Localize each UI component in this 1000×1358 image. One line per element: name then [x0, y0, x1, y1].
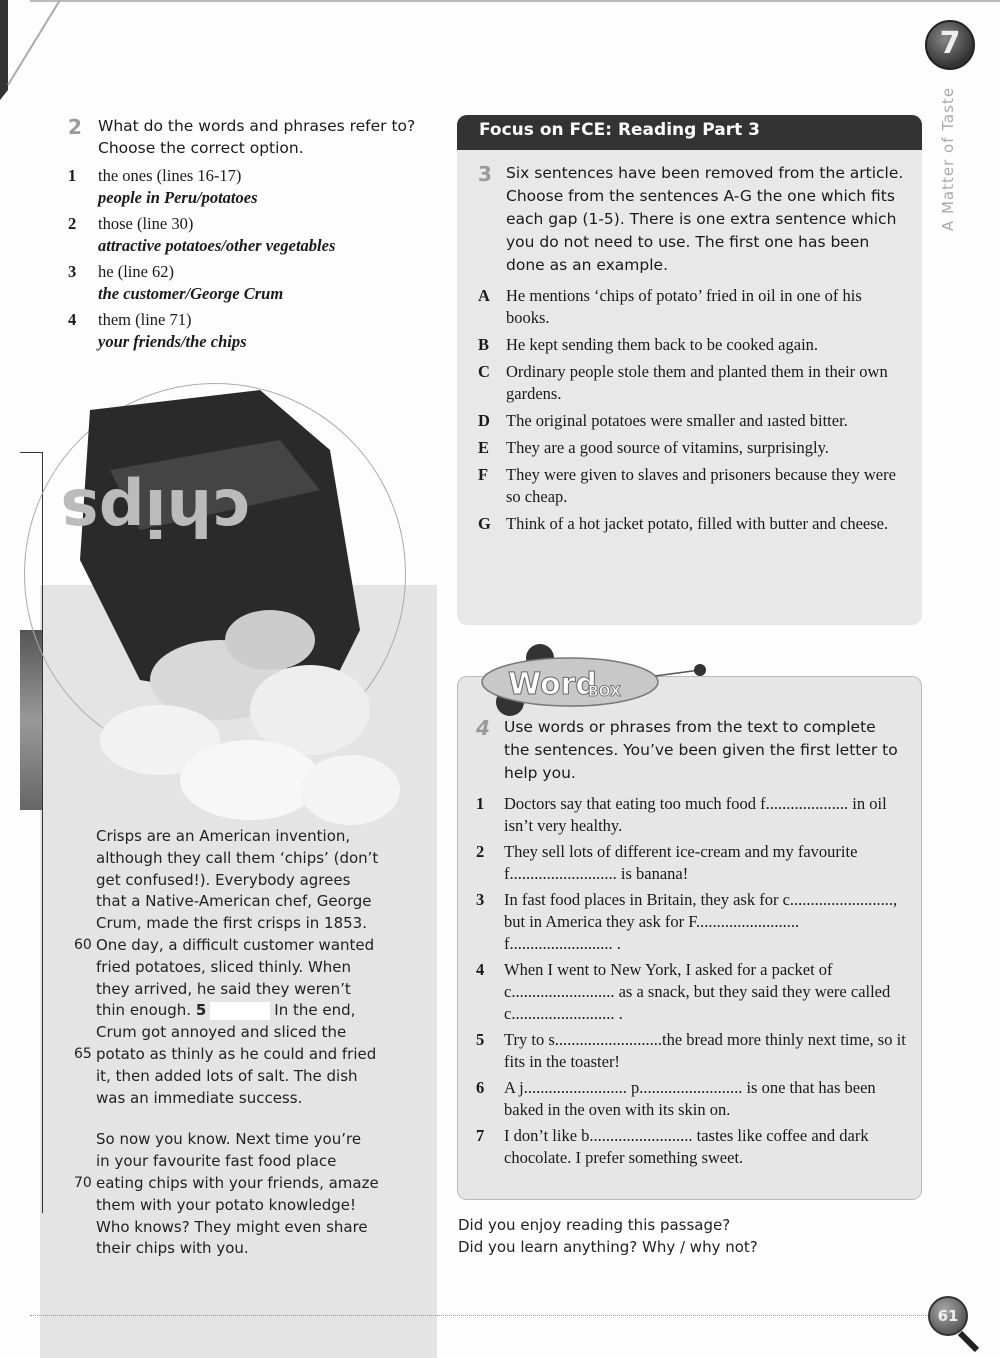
- question-2: Did you learn anything? Why / why not?: [458, 1238, 758, 1256]
- fill-in-item: [476, 1029, 906, 1073]
- sentence-option: [478, 410, 908, 432]
- exercise-number: 2: [68, 115, 82, 139]
- item-text: When I went to New York, I asked for a packet of c......................... as a snack, but they said they were called c......................... .: [504, 960, 891, 1023]
- sentence-option: [478, 361, 908, 405]
- line-text: Crum got annoyed and sliced the: [96, 1023, 347, 1042]
- option-text: He mentions ‘chips of potato’ fried in oil in one of his books.: [506, 286, 862, 327]
- item-reference: the ones (lines 16-17): [98, 166, 242, 185]
- item-text: In fast food places in Britain, they ask for c........................., but in America they ask for F......................... f......................... .: [504, 890, 898, 953]
- item-number: 2: [476, 842, 485, 861]
- item-options: your friends/the chips: [98, 332, 247, 351]
- article-line: [72, 826, 422, 848]
- article-line: [72, 1217, 422, 1239]
- line-number: 65: [74, 1045, 92, 1062]
- option-text: They were given to slaves and prisoners because they were so cheap.: [506, 465, 896, 506]
- chapter-number-badge: 7: [925, 20, 975, 70]
- option-text: They are a good source of vitamins, surprisingly.: [506, 438, 829, 457]
- option-text: Think of a hot jacket potato, filled with butter and cheese.: [506, 514, 889, 533]
- fill-in-item: [476, 841, 906, 885]
- focus-header: [457, 115, 922, 150]
- line-number: 70: [74, 1174, 92, 1191]
- sentence-option: [478, 513, 908, 535]
- article-paragraph-2: [72, 1129, 422, 1260]
- item-text: They sell lots of different ice-cream and my favourite f.......................... is banana!: [504, 842, 858, 883]
- option-letter: C: [478, 362, 490, 381]
- item-number: 4: [476, 960, 485, 979]
- article-line: [72, 1044, 422, 1066]
- exercise-2-item: [68, 309, 428, 353]
- item-options: the customer/George Crum: [98, 284, 284, 303]
- line-text: get confused!). Everybody agrees: [96, 870, 351, 889]
- item-number: 5: [476, 1030, 485, 1049]
- line-text: was an immediate success.: [96, 1088, 303, 1107]
- exercise-instruction: Use words or phrases from the text to complete the sentences. You’ve been given the first letter to help you.: [504, 718, 898, 782]
- line-text: fried potatoes, sliced thinly. When: [96, 957, 352, 976]
- exercise-2-item: [68, 213, 428, 257]
- item-number: 6: [476, 1078, 485, 1097]
- fill-in-item: [476, 1125, 906, 1169]
- line-text: them with your potato knowledge!: [96, 1195, 357, 1214]
- item-number: 1: [476, 794, 485, 813]
- exercise-number: 4: [476, 716, 490, 740]
- line-text: Who knows? They might even share: [96, 1217, 368, 1236]
- sentence-option: [478, 464, 908, 508]
- item-reference: those (line 30): [98, 214, 194, 233]
- article-text: [72, 826, 422, 1280]
- line-text: In the end,: [274, 1001, 356, 1020]
- option-text: He kept sending them back to be cooked again.: [506, 335, 819, 354]
- article-line: [72, 1066, 422, 1088]
- article-line: [72, 1129, 422, 1151]
- sentence-options-list: [478, 285, 908, 535]
- exercise-2-item: [68, 165, 428, 209]
- fill-in-item: [476, 793, 906, 837]
- option-letter: G: [478, 514, 491, 533]
- item-reference: he (line 62): [98, 262, 175, 281]
- exercise-instruction: Six sentences have been removed from the article. Choose from the sentences A-G the one which fits each gap (1-5). There is one extra sentence which you do not need to use. The first one has been done as an example.: [506, 164, 904, 274]
- discussion-questions: [458, 1214, 758, 1258]
- sentence-option: [478, 334, 908, 356]
- focus-title: Focus on FCE: Reading Part 3: [479, 120, 760, 140]
- chapter-title: A Matter of Taste: [939, 86, 957, 232]
- magnifier-handle-icon: [958, 1331, 979, 1352]
- page-number: 61: [928, 1296, 968, 1336]
- line-text: it, then added lots of salt. The dish: [96, 1066, 358, 1085]
- item-text: Try to s..........................the bread more thinly next time, so it fits in the toaster!: [504, 1030, 906, 1071]
- item-options: people in Peru/potatoes: [98, 188, 258, 207]
- line-text: in your favourite fast food place: [96, 1152, 337, 1171]
- line-text: potato as thinly as he could and fried: [96, 1044, 377, 1063]
- item-text: Doctors say that eating too much food f.................... in oil isn’t very healthy.: [504, 794, 887, 835]
- line-text: their chips with you.: [96, 1239, 249, 1258]
- article-line: [72, 935, 422, 957]
- exercise-4: [476, 716, 906, 1173]
- option-letter: D: [478, 411, 490, 430]
- fill-in-list: [476, 793, 906, 1169]
- article-line-with-gap: [72, 1000, 422, 1022]
- item-text: A j......................... p......................... is one that has been baked in the oven with its skin on.: [504, 1078, 876, 1119]
- article-line: [72, 979, 422, 1001]
- word-box-logo-box: BOX: [588, 684, 621, 700]
- option-letter: A: [478, 286, 490, 305]
- exercise-2: [68, 115, 428, 357]
- exercise-2-item: [68, 261, 428, 305]
- exercise-number: 3: [478, 162, 492, 186]
- line-text: they arrived, he said they weren’t: [96, 979, 351, 998]
- article-line: [72, 1088, 422, 1110]
- item-number: 1: [68, 166, 77, 185]
- fill-in-item: [476, 889, 906, 955]
- item-reference: them (line 71): [98, 310, 192, 329]
- sentence-option: [478, 285, 908, 329]
- line-text: Crisps are an American invention,: [96, 827, 351, 845]
- word-box-logo: [470, 640, 710, 720]
- item-number: 4: [68, 310, 77, 329]
- article-line: [72, 1195, 422, 1217]
- exercise-3: [478, 162, 908, 540]
- option-letter: E: [478, 438, 490, 457]
- item-options: attractive potatoes/other vegetables: [98, 236, 336, 255]
- article-line: [72, 957, 422, 979]
- article-line: [72, 1238, 422, 1260]
- article-line: [72, 891, 422, 913]
- option-letter: F: [478, 465, 489, 484]
- article-line: [72, 870, 422, 892]
- sentence-option: [478, 437, 908, 459]
- option-letter: B: [478, 335, 490, 354]
- line-text: although they call them ‘chips’ (don’t: [96, 848, 379, 867]
- exercise-2-list: [68, 165, 428, 353]
- article-paragraph-1: [72, 826, 422, 1109]
- item-number: 2: [68, 214, 77, 233]
- article-line: [72, 1022, 422, 1044]
- page-curl-graphic: [0, 0, 70, 100]
- item-number: 3: [476, 890, 485, 909]
- exercise-instruction: What do the words and phrases refer to? Choose the correct option.: [98, 117, 416, 157]
- article-line: [72, 1151, 422, 1173]
- line-text: that a Native-American chef, George: [96, 892, 372, 911]
- line-text: eating chips with your friends, amaze: [96, 1173, 379, 1192]
- page-top-edge: [30, 0, 1000, 2]
- option-text: The original potatoes were smaller and ıasted bitter.: [506, 411, 848, 430]
- article-line: [72, 1173, 422, 1195]
- line-text: thin enough.: [96, 1001, 192, 1020]
- fill-in-item: [476, 959, 906, 1025]
- word-box-logo-word: Word: [508, 667, 597, 702]
- option-text: Ordinary people stole them and planted them in their own gardens.: [506, 362, 888, 403]
- item-number: 7: [476, 1126, 485, 1145]
- gap-blank[interactable]: [210, 1002, 270, 1020]
- line-text: One day, a difficult customer wanted: [96, 935, 375, 954]
- line-text: So now you know. Next time you’re: [96, 1130, 362, 1149]
- item-number: 3: [68, 262, 77, 281]
- question-1: Did you enjoy reading this passage?: [458, 1216, 731, 1234]
- chips-bag-photo: [20, 380, 440, 840]
- line-number: 60: [74, 936, 92, 953]
- article-line: [72, 913, 422, 935]
- article-line: [72, 848, 422, 870]
- fill-in-item: [476, 1077, 906, 1121]
- gap-number: 5: [195, 1001, 207, 1020]
- line-text: Crum, made the first crisps in 1853.: [96, 914, 367, 933]
- footer-dotted-line: [30, 1315, 930, 1316]
- bag-brand-text: chips: [60, 474, 250, 548]
- item-text: I don’t like b......................... tastes like coffee and dark chocolate. I prefer something sweet.: [504, 1126, 869, 1167]
